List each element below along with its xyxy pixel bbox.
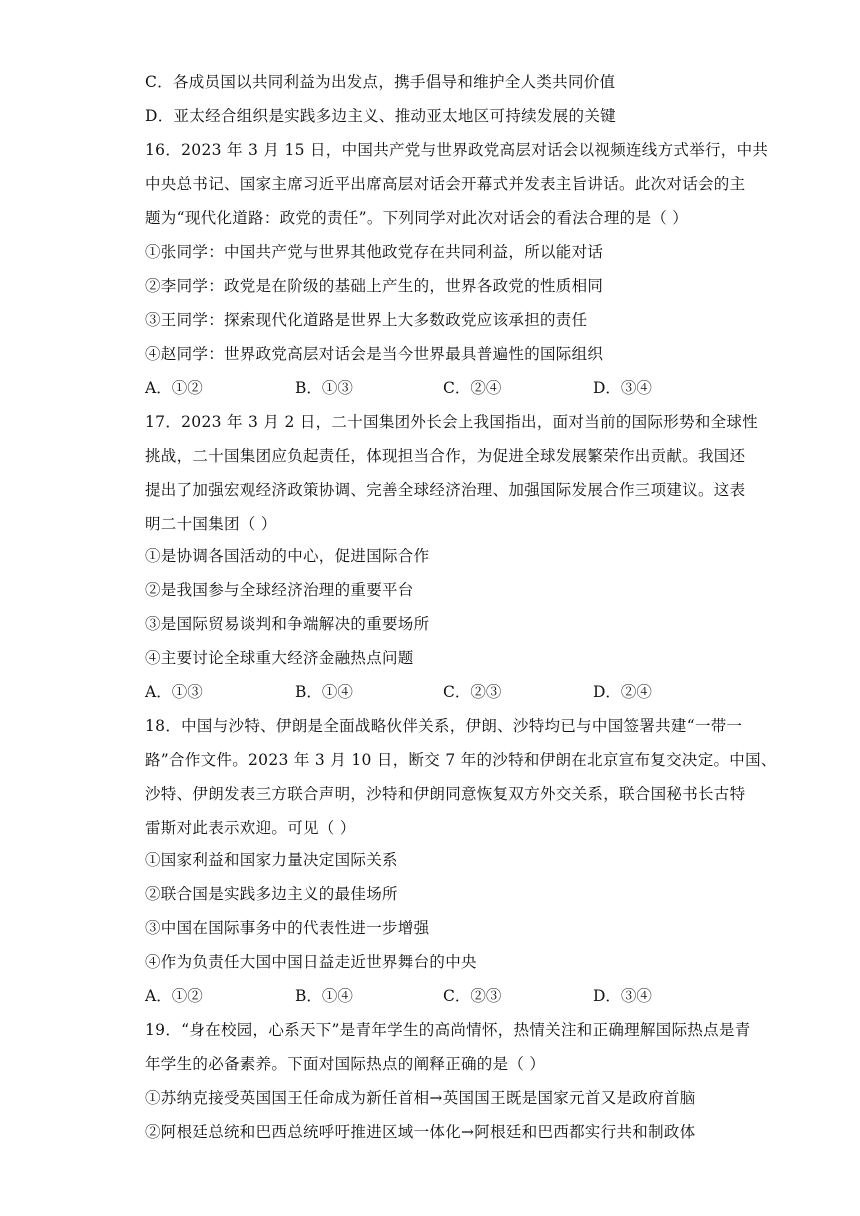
q19-statement: ②阿根廷总统和巴西总统呼吁推进区域一体化→阿根廷和巴西都实行共和制政体 <box>145 1123 696 1141</box>
q19-statement: ①苏纳克接受英国国王任命成为新任首相→英国国王既是国家元首又是政府首脑 <box>145 1089 696 1107</box>
q18-option-b: B．①④ <box>295 987 353 1005</box>
q18-stem-line: 雷斯对此表示欢迎。可见（ ） <box>145 819 356 837</box>
q16-stem-line: 16．2023 年 3 月 15 日，中国共产党与世界政党高层对话会以视频连线方式举行，中共 <box>145 141 769 159</box>
q17-statement: ③是国际贸易谈判和争端解决的重要场所 <box>145 615 430 633</box>
q17-option-c: C．②③ <box>443 683 502 701</box>
q16-statement: ④赵同学：世界政党高层对话会是当今世界最具普遍性的国际组织 <box>145 345 604 363</box>
q18-statement: ③中国在国际事务中的代表性进一步增强 <box>145 919 430 937</box>
q18-statement: ①国家利益和国家力量决定国际关系 <box>145 851 398 869</box>
q18-option-d: D．③④ <box>593 987 652 1005</box>
q18-statement: ④作为负责任大国中国日益走近世界舞台的中央 <box>145 953 477 971</box>
q17-statement: ②是我国参与全球经济治理的重要平台 <box>145 581 414 599</box>
q18-stem-line: 18．中国与沙特、伊朗是全面战略伙伴关系，伊朗、沙特均已与中国签署共建“一带一 <box>145 717 743 735</box>
q16-stem-line: 中央总书记、国家主席习近平出席高层对话会开幕式并发表主旨讲话。此次对话会的主 <box>145 175 746 193</box>
q16-statement: ②李同学：政党是在阶级的基础上产生的，世界各政党的性质相同 <box>145 277 604 295</box>
option-d-line: D．亚太经合组织是实践多边主义、推动亚太地区可持续发展的关键 <box>145 107 616 125</box>
q17-statement: ④主要讨论全球重大经济金融热点问题 <box>145 649 414 667</box>
q19-stem-line: 年学生的必备素养。下面对国际热点的阐释正确的是（ ） <box>145 1055 546 1073</box>
q18-stem-line: 路”合作文件。2023 年 3 月 10 日，断交 7 年的沙特和伊朗在北京宣布复交决定。中国、 <box>145 751 777 769</box>
q18-option-c: C．②③ <box>443 987 502 1005</box>
q16-option-c: C．②④ <box>443 379 502 397</box>
q16-option-a: A．①② <box>145 379 203 397</box>
q16-option-b: B．①③ <box>295 379 353 397</box>
q17-stem-line: 17．2023 年 3 月 2 日，二十国集团外长会上我国指出，面对当前的国际形势和全球性 <box>145 413 759 431</box>
q17-stem-line: 明二十国集团（ ） <box>145 515 277 533</box>
q16-option-d: D．③④ <box>593 379 652 397</box>
q17-option-b: B．①④ <box>295 683 353 701</box>
q18-option-a: A．①② <box>145 987 203 1005</box>
q17-stem-line: 挑战，二十国集团应负起责任，体现担当合作，为促进全球发展繁荣作出贡献。我国还 <box>145 447 746 465</box>
q17-option-a: A．①③ <box>145 683 203 701</box>
q17-stem-line: 提出了加强宏观经济政策协调、完善全球经济治理、加强国际发展合作三项建议。这表 <box>145 481 746 499</box>
q16-statement: ③王同学：探索现代化道路是世界上大多数政党应该承担的责任 <box>145 311 588 329</box>
q18-statement: ②联合国是实践多边主义的最佳场所 <box>145 885 398 903</box>
q16-stem-line: 题为“现代化道路：政党的责任”。下列同学对此次对话会的看法合理的是（ ） <box>145 209 689 227</box>
q17-statement: ①是协调各国活动的中心，促进国际合作 <box>145 547 430 565</box>
q18-stem-line: 沙特、伊朗发表三方联合声明，沙特和伊朗同意恢复双方外交关系，联合国秘书长古特 <box>145 785 746 803</box>
q16-statement: ①张同学：中国共产党与世界其他政党存在共同利益，所以能对话 <box>145 243 604 261</box>
q17-option-d: D．②④ <box>593 683 652 701</box>
option-c-line: C．各成员国以共同利益为出发点，携手倡导和维护全人类共同价值 <box>145 73 616 91</box>
q19-stem-line: 19．“身在校园，心系天下”是青年学生的高尚情怀，热情关注和正确理解国际热点是青 <box>145 1021 751 1039</box>
